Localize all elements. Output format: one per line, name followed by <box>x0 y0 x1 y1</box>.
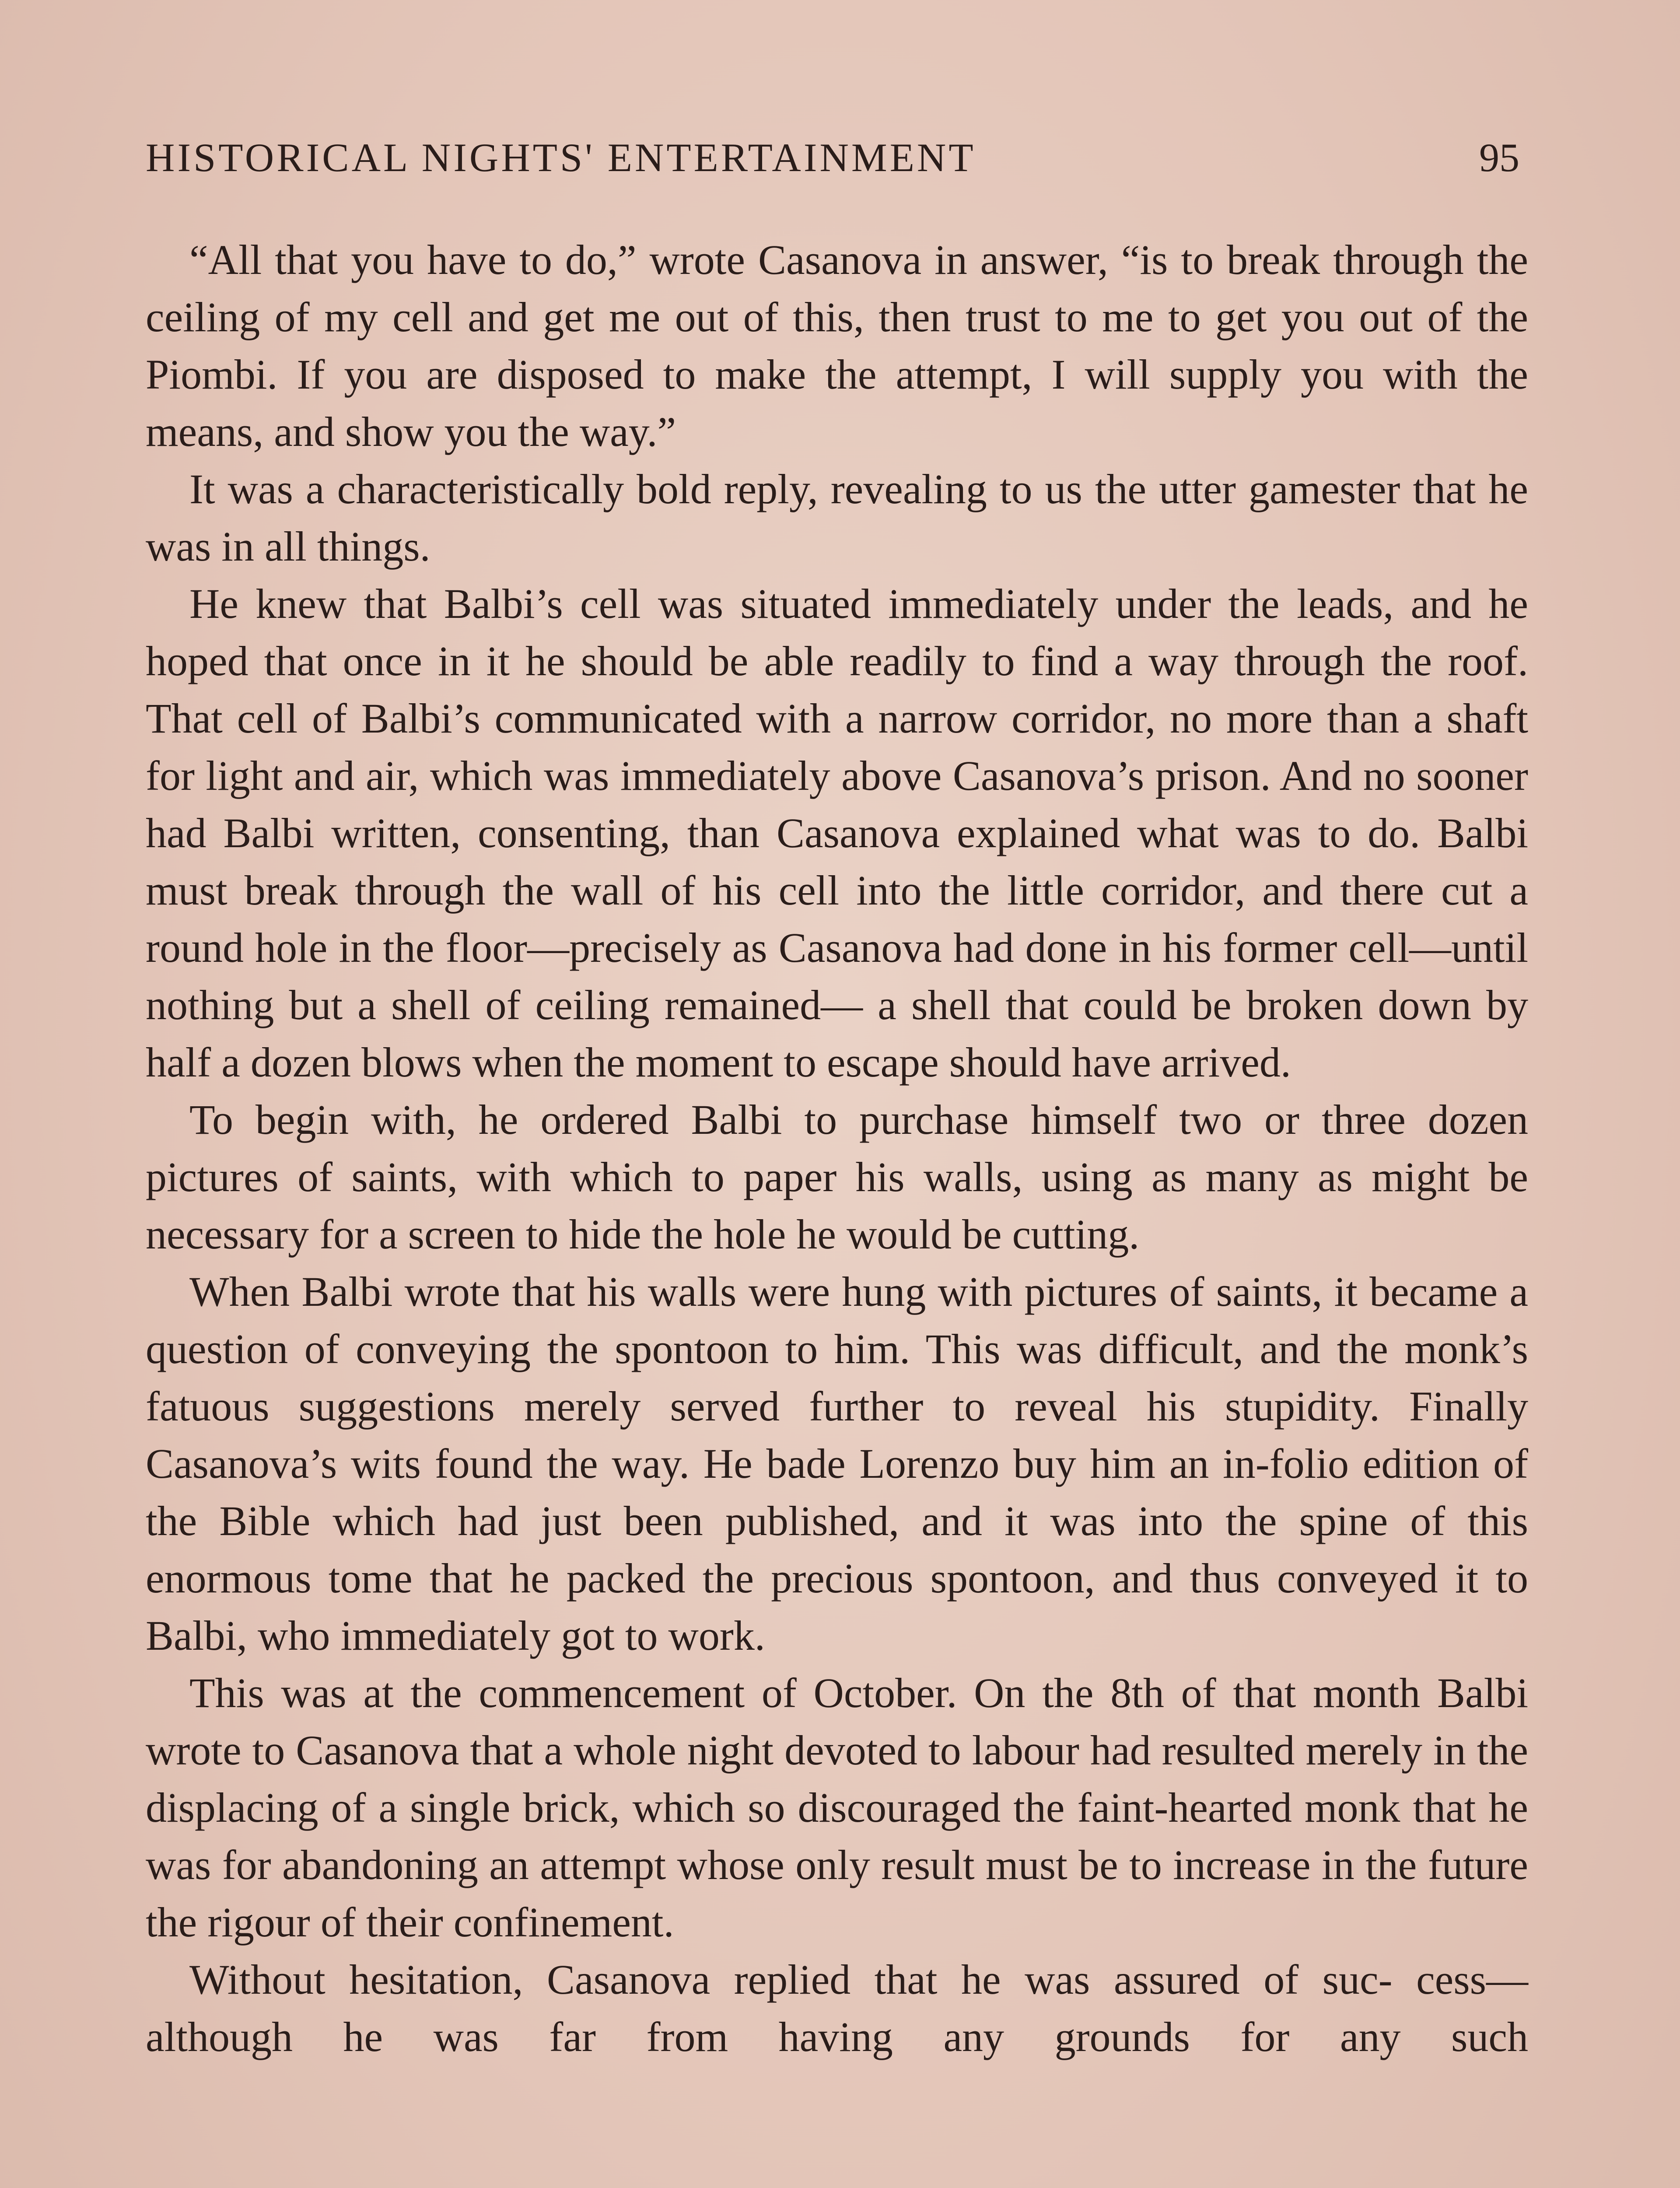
paragraph-2: It was a characteristically bold reply, revealing to us the utter gamester that he was in all things. <box>146 466 1528 570</box>
body-text <box>146 231 1528 2065</box>
paragraph-5: When Balbi wrote that his walls were hung with pictures of saints, it became a question of conveying the spontoon to him. This was difficult, and the monk’s fatuous suggestions merely served further to reveal his stupidity. Finally Casanova’s wits found the way. He bade Lorenzo buy him an in-folio edition of the Bible which had just been published, and it was into the spine of this enormous tome that he packed the precious spontoon, and thus conveyed it to Balbi, who immediately got to work. <box>146 1268 1528 1659</box>
paragraph-1: “All that you have to do,” wrote Casanova in answer, “is to break through the ceiling of my cell and get me out of this, then trust to me to get you out of the Piombi. If you are disposed to make the attempt, I will supply you with the means, and show you the way.” <box>146 236 1528 455</box>
page-number: 95 <box>1479 135 1519 180</box>
paragraph-4: To begin with, he ordered Balbi to purchase himself two or three dozen pictures of saints, with which to paper his walls, using as many as might be necessary for a screen to hide the hole he would be cutting. <box>146 1096 1528 1258</box>
book-page <box>146 0 1528 2188</box>
paragraph-6: This was at the commencement of October. On the 8th of that month Balbi wrote to Casanova that a whole night devoted to labour had resulted merely in the displacing of a single brick, which so discouraged the faint-hearted monk that he was for abandoning an attempt whose only result must be to increase in the future the rigour of their confinement. <box>146 1669 1528 1946</box>
paragraph-7: Without hesitation, Casanova replied that he was assured of suc- cess—although he was far from having any grounds for any such <box>146 1956 1528 2060</box>
paragraph-3: He knew that Balbi’s cell was situated immediately under the leads, and he hoped that once in it he should be able readily to find a way through the roof. That cell of Balbi’s communicated with a narrow corridor, no more than a shaft for light and air, which was immediately above Casanova’s prison. And no sooner had Balbi written, consenting, than Casanova explained what was to do. Balbi must break through the wall of his cell into the little corridor, and there cut a round hole in the floor—precisely as Casanova had done in his former cell—until nothing but a shell of ceiling remained— a shell that could be broken down by half a dozen blows when the moment to escape should have arrived. <box>146 580 1528 1086</box>
running-title: HISTORICAL NIGHTS' ENTERTAINMENT <box>146 135 976 180</box>
running-header <box>146 129 1528 186</box>
